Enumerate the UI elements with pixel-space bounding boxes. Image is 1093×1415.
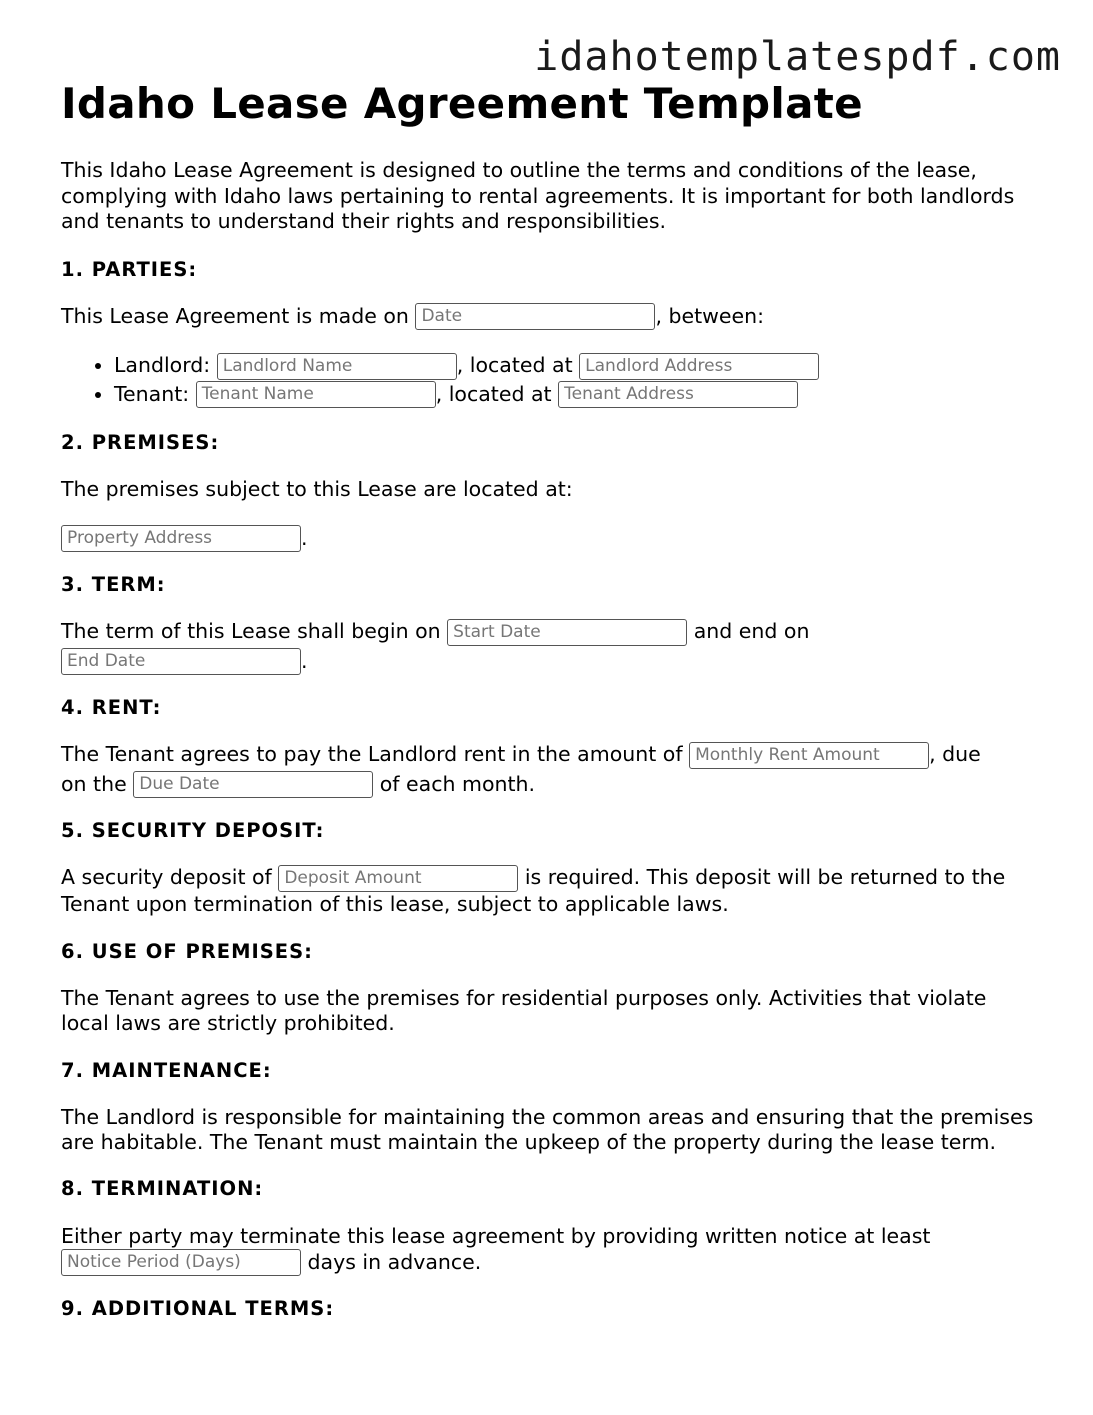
tenant-located-at-text: , located at <box>435 381 552 406</box>
start-date-field[interactable]: Start Date <box>447 619 687 646</box>
property-address-field[interactable]: Property Address <box>61 525 301 552</box>
rent-each-month-text: of each month. <box>379 771 536 796</box>
rent-due-text: , due <box>929 742 981 766</box>
term-end-line <box>61 647 1051 676</box>
deposit-amount-field[interactable]: Deposit Amount <box>278 865 518 892</box>
term-begin-line <box>61 617 1051 646</box>
rent-on-the-text: on the <box>61 771 127 796</box>
landlord-name-field[interactable]: Landlord Name <box>217 353 457 380</box>
section-heading-deposit: 5. SECURITY DEPOSIT: <box>61 819 325 842</box>
parties-made-on-line <box>61 302 1051 331</box>
term-begin-text: The term of this Lease shall begin on <box>61 619 441 643</box>
section-heading-maintenance: 7. MAINTENANCE: <box>61 1058 272 1082</box>
deposit-amount-line <box>61 863 1051 892</box>
termination-text: Either party may terminate this lease agreement by providing written notice at least <box>61 1223 931 1248</box>
rent-amount-line <box>61 740 1051 769</box>
rent-due-line <box>61 770 1051 799</box>
section-heading-term: 3. TERM: <box>61 573 166 596</box>
tenant-name-field[interactable]: Tenant Name <box>196 381 436 408</box>
landlord-label: Landlord: <box>114 353 211 377</box>
termination-days-text: days in advance. <box>307 1249 482 1274</box>
monthly-rent-field[interactable]: Monthly Rent Amount <box>689 742 929 769</box>
watermark: idahotemplatespdf.com <box>534 34 1061 80</box>
section-heading-parties: 1. PARTIES: <box>61 257 198 281</box>
between-text: , between: <box>655 303 765 328</box>
notice-period-field[interactable]: Notice Period (Days) <box>61 1249 301 1276</box>
section-heading-rent: 4. RENT: <box>61 696 162 719</box>
premises-address-line <box>61 524 1051 553</box>
list-item-landlord <box>114 351 1051 380</box>
section-heading-additional: 9. ADDITIONAL TERMS: <box>61 1297 335 1320</box>
tenant-label: Tenant: <box>114 381 190 406</box>
section-heading-termination: 8. TERMINATION: <box>61 1176 264 1200</box>
document-title: Idaho Lease Agreement Template <box>61 79 863 128</box>
date-field[interactable]: Date <box>415 303 655 330</box>
maintenance-text: The Landlord is responsible for maintaining the common areas and ensuring that the premises are habitable. The Tenant must maintain the upkeep of the property during the lease term. <box>61 1104 1034 1154</box>
termination-notice-line <box>61 1248 1051 1277</box>
deposit-text-b: is required. This deposit will be returned to the <box>524 865 1006 889</box>
parties-list <box>61 351 1051 408</box>
deposit-text-c: Tenant upon termination of this lease, subject to applicable laws. <box>61 891 729 916</box>
use-text: The Tenant agrees to use the premises for residential purposes only. Activities that violate local laws are strictly prohibited. <box>61 985 987 1035</box>
deposit-text-a: A security deposit of <box>61 865 272 889</box>
term-end-on-text: and end on <box>693 619 810 643</box>
rent-text: The Tenant agrees to pay the Landlord rent in the amount of <box>61 742 683 766</box>
term-period: . <box>301 648 308 673</box>
due-date-field[interactable]: Due Date <box>133 771 373 798</box>
document-body <box>61 78 1051 1321</box>
end-date-field[interactable]: End Date <box>61 648 301 675</box>
section-heading-use: 6. USE OF PREMISES: <box>61 939 313 963</box>
tenant-address-field[interactable]: Tenant Address <box>558 381 798 408</box>
section-heading-premises: 2. PREMISES: <box>61 431 220 454</box>
intro-paragraph: This Idaho Lease Agreement is designed to outline the terms and conditions of the lease, complying with Idaho laws pertaining to rental agreements. It is important for both landlords and tenants to understand their rights and responsibilities. <box>61 158 1015 233</box>
made-on-text: This Lease Agreement is made on <box>61 303 409 328</box>
list-item-tenant <box>114 380 1051 409</box>
landlord-located-at-text: , located at <box>456 353 573 377</box>
premises-text: The premises subject to this Lease are located at: <box>61 477 573 501</box>
landlord-address-field[interactable]: Landlord Address <box>579 353 819 380</box>
premises-period: . <box>301 525 308 550</box>
